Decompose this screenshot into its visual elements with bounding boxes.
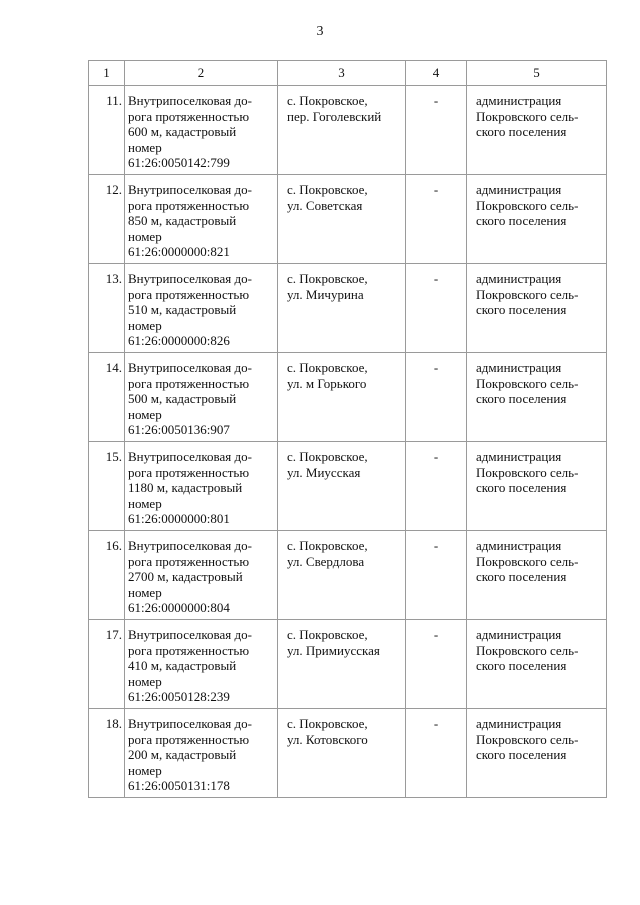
- object-name-line: Внутрипоселковая до-: [128, 182, 252, 197]
- object-name-line: Внутрипоселковая до-: [128, 360, 252, 375]
- row-number: 11.: [89, 86, 125, 175]
- owner-cell: [467, 709, 607, 798]
- address-cell: [278, 620, 406, 709]
- col4-value: -: [406, 531, 467, 620]
- owner-line: ского поселения: [476, 480, 567, 495]
- header-col-3: 3: [278, 61, 406, 86]
- owner-cell: [467, 353, 607, 442]
- table-row: [89, 353, 607, 442]
- col4-value: -: [406, 86, 467, 175]
- address-cell: [278, 531, 406, 620]
- owner-line: администрация: [476, 182, 562, 197]
- col4-value: -: [406, 353, 467, 442]
- table-row: [89, 86, 607, 175]
- owner-line: администрация: [476, 449, 562, 464]
- owner-line: ского поселения: [476, 124, 567, 139]
- address-line: с. Покровское,: [287, 449, 368, 464]
- col4-value: -: [406, 264, 467, 353]
- row-number: 12.: [89, 175, 125, 264]
- object-name-line: 410 м, кадастровый: [128, 658, 237, 673]
- object-name-line: Внутрипоселковая до-: [128, 271, 252, 286]
- row-number: 15.: [89, 442, 125, 531]
- owner-line: ского поселения: [476, 302, 567, 317]
- object-name-line: 600 м, кадастровый: [128, 124, 237, 139]
- object-name-line: 2700 м, кадастровый: [128, 569, 243, 584]
- owner-line: ского поселения: [476, 658, 567, 673]
- header-col-5: 5: [467, 61, 607, 86]
- object-name-line: 61:26:0000000:804: [128, 600, 230, 615]
- object-name-line: 850 м, кадастровый: [128, 213, 237, 228]
- row-number: 13.: [89, 264, 125, 353]
- owner-cell: [467, 442, 607, 531]
- page-number: 3: [316, 24, 324, 39]
- table-row: [89, 620, 607, 709]
- object-name-line: рога протяженностью: [128, 464, 250, 480]
- address-line: ул. Советская: [287, 197, 363, 213]
- object-name-line: номер: [128, 495, 162, 511]
- object-name-line: 1180 м, кадастровый: [128, 480, 243, 495]
- address-cell: [278, 86, 406, 175]
- address-line: с. Покровское,: [287, 271, 368, 286]
- owner-line: администрация: [476, 627, 562, 642]
- address-line: с. Покровское,: [287, 716, 368, 731]
- owner-line: Покровского сель-: [476, 464, 579, 480]
- object-name-line: номер: [128, 228, 162, 244]
- object-name-line: 61:26:0050131:178: [128, 778, 230, 793]
- owner-cell: [467, 531, 607, 620]
- owner-line: администрация: [476, 271, 562, 286]
- object-name-line: рога протяженностью: [128, 197, 250, 213]
- object-name-line: номер: [128, 584, 162, 600]
- object-name-line: 61:26:0000000:821: [128, 244, 230, 259]
- owner-line: ского поселения: [476, 569, 567, 584]
- address-line: ул. Свердлова: [287, 553, 365, 569]
- owner-line: ского поселения: [476, 391, 567, 406]
- object-name-line: Внутрипоселковая до-: [128, 627, 252, 642]
- address-cell: [278, 709, 406, 798]
- owner-line: администрация: [476, 716, 562, 731]
- object-name-line: номер: [128, 139, 162, 155]
- table-row: [89, 175, 607, 264]
- address-line: с. Покровское,: [287, 360, 368, 375]
- owner-cell: [467, 175, 607, 264]
- header-row: [89, 61, 607, 86]
- owner-line: Покровского сель-: [476, 553, 579, 569]
- object-name-cell: [125, 442, 278, 531]
- address-cell: [278, 175, 406, 264]
- object-name-line: номер: [128, 406, 162, 422]
- object-name-cell: [125, 264, 278, 353]
- col4-value: -: [406, 620, 467, 709]
- row-number: 14.: [89, 353, 125, 442]
- object-name-line: 200 м, кадастровый: [128, 747, 237, 762]
- object-name-cell: [125, 86, 278, 175]
- object-name-line: Внутрипоселковая до-: [128, 716, 252, 731]
- address-line: ул. Мичурина: [287, 286, 364, 302]
- table-row: [89, 709, 607, 798]
- col4-value: -: [406, 175, 467, 264]
- address-line: с. Покровское,: [287, 538, 368, 553]
- object-name-line: Внутрипоселковая до-: [128, 538, 252, 553]
- header-col-4: 4: [406, 61, 467, 86]
- object-name-line: рога протяженностью: [128, 642, 250, 658]
- object-name-line: 500 м, кадастровый: [128, 391, 237, 406]
- object-name-line: номер: [128, 317, 162, 333]
- owner-line: Покровского сель-: [476, 197, 579, 213]
- object-name-line: 510 м, кадастровый: [128, 302, 237, 317]
- owner-line: администрация: [476, 93, 562, 108]
- address-line: с. Покровское,: [287, 627, 368, 642]
- address-cell: [278, 264, 406, 353]
- address-cell: [278, 442, 406, 531]
- object-name-line: рога протяженностью: [128, 108, 250, 124]
- row-number: 17.: [89, 620, 125, 709]
- header-col-2: 2: [125, 61, 278, 86]
- object-name-line: рога протяженностью: [128, 553, 250, 569]
- object-name-line: номер: [128, 673, 162, 689]
- object-name-line: Внутрипоселковая до-: [128, 93, 252, 108]
- object-name-line: рога протяженностью: [128, 286, 250, 302]
- owner-line: администрация: [476, 538, 562, 553]
- object-name-cell: [125, 353, 278, 442]
- owner-cell: [467, 86, 607, 175]
- object-name-line: 61:26:0050142:799: [128, 155, 230, 170]
- object-name-line: 61:26:0000000:801: [128, 511, 230, 526]
- address-line: ул. Примиусская: [287, 642, 380, 658]
- object-name-cell: [125, 620, 278, 709]
- header-col-1: 1: [89, 61, 125, 86]
- owner-line: Покровского сель-: [476, 642, 579, 658]
- address-line: ул. Миусская: [287, 464, 361, 480]
- object-name-line: 61:26:0050128:239: [128, 689, 230, 704]
- object-name-line: 61:26:0000000:826: [128, 333, 230, 348]
- address-line: ул. м Горького: [287, 375, 367, 391]
- object-name-line: номер: [128, 762, 162, 778]
- object-name-line: 61:26:0050136:907: [128, 422, 230, 437]
- table-row: [89, 442, 607, 531]
- address-line: с. Покровское,: [287, 182, 368, 197]
- owner-line: Покровского сель-: [476, 108, 579, 124]
- address-line: ул. Котовского: [287, 731, 368, 747]
- row-number: 16.: [89, 531, 125, 620]
- col4-value: -: [406, 442, 467, 531]
- table-row: [89, 264, 607, 353]
- object-name-line: рога протяженностью: [128, 731, 250, 747]
- address-line: с. Покровское,: [287, 93, 368, 108]
- owner-line: Покровского сель-: [476, 731, 579, 747]
- col4-value: -: [406, 709, 467, 798]
- owner-line: ского поселения: [476, 213, 567, 228]
- owner-line: ского поселения: [476, 747, 567, 762]
- owner-line: администрация: [476, 360, 562, 375]
- owner-cell: [467, 620, 607, 709]
- object-name-cell: [125, 175, 278, 264]
- object-name-line: рога протяженностью: [128, 375, 250, 391]
- object-name-cell: [125, 531, 278, 620]
- address-cell: [278, 353, 406, 442]
- table-row: [89, 531, 607, 620]
- object-name-cell: [125, 709, 278, 798]
- row-number: 18.: [89, 709, 125, 798]
- owner-line: Покровского сель-: [476, 286, 579, 302]
- owner-line: Покровского сель-: [476, 375, 579, 391]
- object-name-line: Внутрипоселковая до-: [128, 449, 252, 464]
- address-line: пер. Гоголевский: [287, 108, 382, 124]
- registry-table: [88, 60, 607, 798]
- owner-cell: [467, 264, 607, 353]
